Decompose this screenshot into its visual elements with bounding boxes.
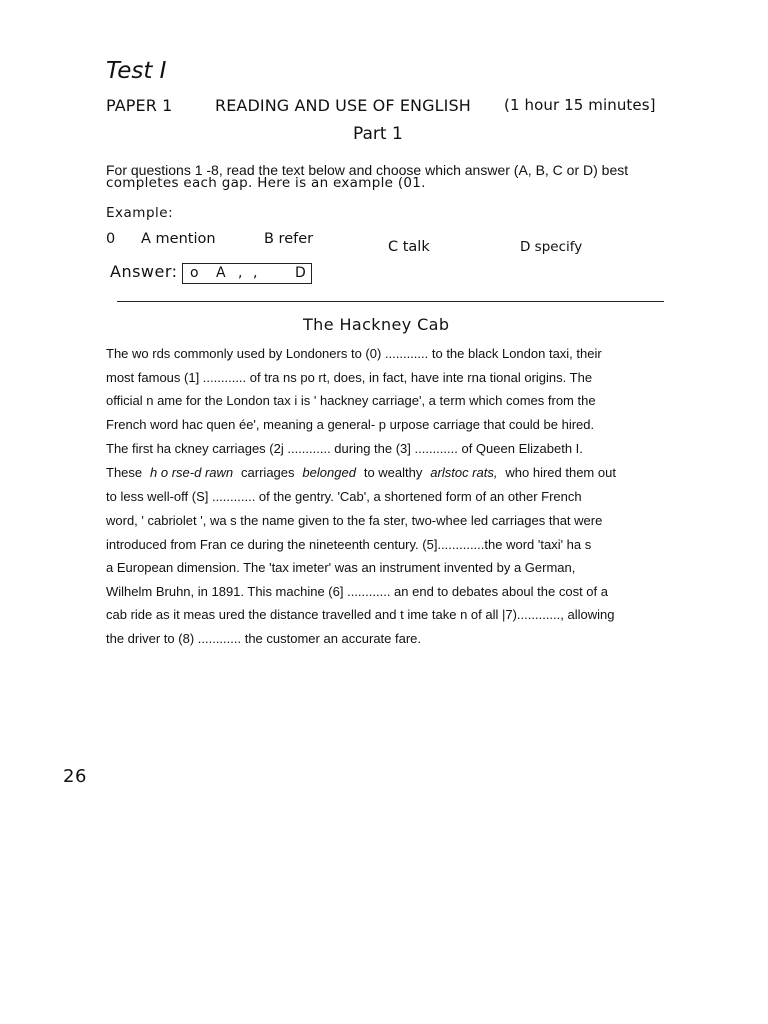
duration: (1 hour 15 minutes] [504,96,656,114]
section-title: READING AND USE OF ENGLISH [215,96,471,115]
article-line: The first ha ckney carriages (2j ............ during the (3] ............ of Queen Elizabeth I. [106,441,583,456]
article-line: a European dimension. The 'tax imeter' was an instrument invented by a German, [106,560,576,575]
page-number: 26 [63,766,87,787]
example-option-a: A mention [141,231,216,247]
example-option-c: C talk [388,239,430,255]
answer-box-mark-2: , [253,265,258,281]
article-line: French word hac quen ée', meaning a general- p urpose carriage that could be hired. [106,417,595,432]
article-title: The Hackney Cab [303,315,450,334]
article-word: who hired them out [505,465,616,480]
article-line-mixed [106,465,616,480]
part-title: Part 1 [353,124,403,144]
answer-label: Answer: [110,262,178,281]
answer-box-number: o [190,265,199,281]
article-line: cab ride as it meas ured the distance travelled and t ime take n of all |7)............, allowing [106,607,615,622]
article-line: The wo rds commonly used by Londoners to (0) ............ to the black London taxi, their [106,346,602,361]
article-line: word, ' cabriolet ', wa s the name given to the fa ster, two-whee led carriages that were [106,513,603,528]
answer-box [182,263,312,284]
answer-box-a: A [216,265,226,281]
article-line: Wilhelm Bruhn, in 1891. This machine (6] ............ an end to debates aboul the cost of a [106,584,608,599]
article-line: the driver to (8) ............ the customer an accurate fare. [106,631,422,646]
instructions-line-2: completes each gap. Here is an example (01. [106,175,426,191]
divider [117,301,664,302]
answer-box-mark-1: , [238,265,243,281]
example-number: 0 [106,231,116,247]
paper-number: PAPER 1 [106,96,173,115]
answer-box-d: D [295,265,306,281]
article-word-italic: h o rse-d rawn [150,465,234,480]
test-title: Test I [106,58,167,84]
instructions-line-1: For questions 1 -8, read the text below and choose which answer (A, B, C or D) best [106,162,629,178]
article-word: These [106,465,143,480]
article-word: carriages [241,465,295,480]
example-label: Example: [106,205,174,221]
article-word-italic: arlstoc rats, [430,465,498,480]
article-line: most famous (1] ............ of tra ns po rt, does, in fact, have inte rna tional origins. The [106,370,593,385]
article-line: official n ame for the London tax i is ' hackney carriage', a term which comes from the [106,393,596,408]
example-option-d: D specify [520,239,583,255]
article-word: to wealthy [363,465,423,480]
article-line: introduced from Fran ce during the nineteenth century. (5].............the word 'taxi' ha s [106,537,592,552]
article-line: to less well-off (S] ............ of the gentry. 'Cab', a shortened form of an other French [106,489,582,504]
example-option-b: B refer [264,231,314,247]
article-word-italic: belonged [302,465,356,480]
